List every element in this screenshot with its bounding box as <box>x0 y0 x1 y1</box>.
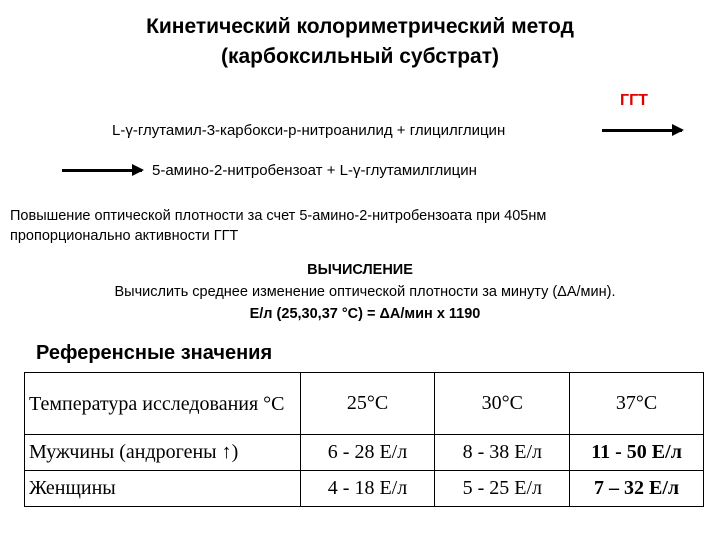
table-cell-30: 30°С <box>435 373 570 435</box>
table-cell-25: 25°С <box>300 373 435 435</box>
page-title-line-1: Кинетический колориметрический метод <box>146 15 574 38</box>
reference-heading: Референсные значения <box>36 342 273 364</box>
calculation-formula: Е/л (25,30,37 °C) = ΔA/мин х 1190 <box>249 306 481 322</box>
description-line-1: Повышение оптической плотности за счет 5-амино-2-нитробензоата при 405нм <box>10 208 547 224</box>
page-title-line-2: (карбоксильный субстрат) <box>220 45 500 68</box>
table-cell-25: 4 - 18 Е/л <box>300 471 435 507</box>
table-cell-label: Температура исследования °С <box>25 373 301 435</box>
reaction-arrow-products-icon <box>62 169 142 172</box>
table-cell-label: Мужчины (андрогены ↑) <box>25 435 301 471</box>
reaction-arrow-right-icon <box>602 129 682 132</box>
table-cell-30: 5 - 25 Е/л <box>435 471 570 507</box>
calculation-text: Вычислить среднее изменение оптической плотности за минуту (ΔA/мин). <box>114 284 616 300</box>
table-cell-37: 11 - 50 Е/л <box>570 435 704 471</box>
table-cell-37: 37°С <box>570 373 704 435</box>
reference-table <box>24 372 704 507</box>
table-cell-25: 6 - 28 Е/л <box>300 435 435 471</box>
enzyme-label: ГГТ <box>620 92 648 109</box>
table-row <box>25 435 704 471</box>
reaction-substrates: L-γ-глутамил-3-карбокси-p-нитроанилид + глицилглицин <box>112 122 506 139</box>
description-line-2: пропорционально активности ГГТ <box>10 228 239 244</box>
table-row <box>25 373 704 435</box>
table-cell-37: 7 – 32 Е/л <box>570 471 704 507</box>
reaction-products: 5-амино-2-нитробензоат + L-γ-глутамилглицин <box>152 162 477 179</box>
table-cell-label: Женщины <box>25 471 301 507</box>
table-cell-30: 8 - 38 Е/л <box>435 435 570 471</box>
table-row <box>25 471 704 507</box>
calculation-heading: ВЫЧИСЛЕНИЕ <box>307 262 413 278</box>
